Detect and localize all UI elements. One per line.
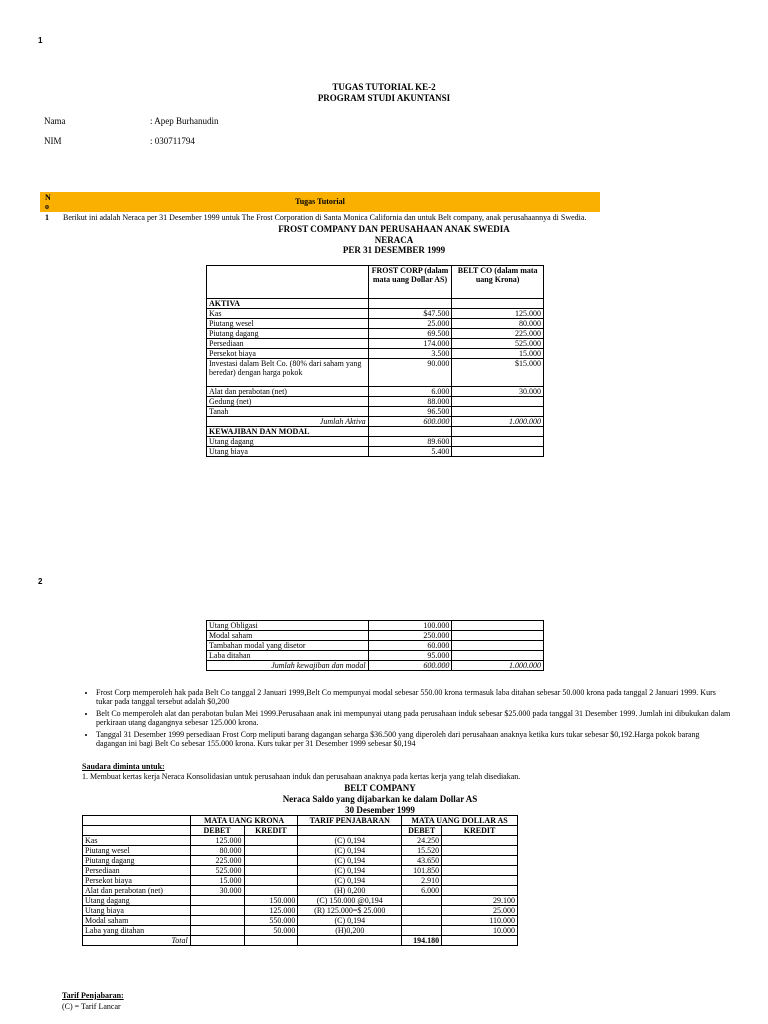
row-label: Tambahan modal yang disetor: [207, 641, 369, 651]
krona-debet: 225.000: [190, 856, 244, 866]
instruction-heading: Saudara diminta untuk:: [82, 762, 165, 771]
belt-value: [452, 641, 544, 651]
belt-value: 1.000.000: [452, 661, 544, 671]
dollar-debet: 6.000: [402, 886, 442, 896]
frost-value: 6.000: [368, 387, 452, 397]
balance-row: [207, 651, 544, 661]
krona-kredit: 150.000: [244, 896, 298, 906]
krona-kredit: [244, 846, 298, 856]
trial-row: [83, 836, 518, 846]
belt-title-2: Neraca Saldo yang dijabarkan ke dalam Dollar AS: [282, 794, 478, 804]
row-label: Kas: [207, 309, 369, 319]
tarif-note-heading: Tarif Penjabaran:: [62, 991, 124, 1000]
trial-row: [83, 896, 518, 906]
balance-row: [207, 437, 544, 447]
dollar-kredit-header: KREDIT: [442, 826, 518, 836]
row-label: Utang biaya: [207, 447, 369, 457]
belt-value: $15.000: [452, 359, 544, 387]
document-title: TUGAS TUTORIAL KE-2: [332, 82, 436, 92]
krona-kredit: 50.000: [244, 926, 298, 936]
belt-value: [452, 397, 544, 407]
krona-debet: 30.000: [190, 886, 244, 896]
notes-list: [78, 688, 732, 751]
belt-value: [452, 407, 544, 417]
trial-row: [83, 886, 518, 896]
row-label: Piutang dagang: [207, 329, 369, 339]
tarif-note-line: (C) = Tarif Lancar: [62, 1002, 121, 1011]
balance-row: [207, 329, 544, 339]
krona-debet: [190, 916, 244, 926]
balance-sheet-continued-table: [206, 620, 544, 671]
tarif-value: (H)0,200: [298, 926, 402, 936]
trial-balance-table: [82, 815, 518, 946]
nim-label: NIM: [44, 136, 62, 146]
dollar-debet: 101.850: [402, 866, 442, 876]
frost-value: 5.400: [368, 447, 452, 457]
krona-kredit: [244, 936, 298, 946]
dollar-kredit: [442, 856, 518, 866]
balance-row: [207, 631, 544, 641]
krona-debet: 525.000: [190, 866, 244, 876]
instruction-item: 1. Membuat kertas kerja Neraca Konsolidasian untuk perusahaan induk dan perusahaan anaknya pada kertas kerja yang telah disediakan.: [82, 772, 521, 781]
balance-title-2: NERACA: [374, 235, 414, 245]
balance-row: [207, 407, 544, 417]
krona-kredit: [244, 876, 298, 886]
balance-row: [207, 661, 544, 671]
task-title: Tugas Tutorial: [295, 197, 345, 206]
tarif-header-blank: [298, 826, 402, 836]
krona-debet: 15.000: [190, 876, 244, 886]
note-item: • Frost Corp memperoleh hak pada Belt Co tanggal 2 Januari 1999,Belt Co mempunyai modal sebesar 550.00 krona termasuk laba ditahan sebesar 50.000 krona pada tanggal 2 Januari 1999. Kurs tukar pada tanggal tersebut adalah $0,200: [96, 688, 732, 706]
dollar-kredit: [442, 866, 518, 876]
krona-header: MATA UANG KRONA: [190, 816, 298, 826]
dollar-kredit: 29.100: [442, 896, 518, 906]
frost-value: 90.000: [368, 359, 452, 387]
no-label-2: o: [45, 202, 49, 211]
krona-debet: [190, 926, 244, 936]
trial-header-blank-2: [83, 826, 191, 836]
balance-row: [207, 417, 544, 427]
dollar-debet: 2.910: [402, 876, 442, 886]
belt-value: 80.000: [452, 319, 544, 329]
balance-header-row: [207, 266, 544, 299]
nim-value: : 030711794: [150, 136, 195, 146]
belt-value: [452, 621, 544, 631]
trial-row: [83, 906, 518, 916]
krona-kredit: [244, 856, 298, 866]
dollar-kredit: [442, 846, 518, 856]
tarif-value: (R) 125.000=$ 25.000: [298, 906, 402, 916]
row-label: Utang dagang: [207, 437, 369, 447]
account-label: Piutang wesel: [83, 846, 191, 856]
frost-value: 250.000: [368, 631, 452, 641]
dollar-kredit: 25.000: [442, 906, 518, 916]
balance-title-3: PER 31 DESEMBER 1999: [342, 245, 446, 255]
frost-value: [368, 299, 452, 309]
item-text: Berikut ini adalah Neraca per 31 Desember 1999 untuk The Frost Corporation di Santa Monica California dan untuk Belt company, anak perusahaannya di Swedia.: [63, 213, 587, 222]
tarif-value: (C) 0,194: [298, 876, 402, 886]
account-label: Utang biaya: [83, 906, 191, 916]
tarif-value: [298, 936, 402, 946]
trial-row: [83, 846, 518, 856]
krona-debet-header: DEBET: [190, 826, 244, 836]
balance-row: [207, 339, 544, 349]
tarif-value: (C) 0,194: [298, 856, 402, 866]
balance-row: [207, 397, 544, 407]
tarif-value: (C) 0,194: [298, 836, 402, 846]
row-label: Persekot biaya: [207, 349, 369, 359]
row-label: Laba ditahan: [207, 651, 369, 661]
balance-row: [207, 319, 544, 329]
belt-value: [452, 437, 544, 447]
frost-value: $47.500: [368, 309, 452, 319]
frost-corp-header: FROST CORP (dalam mata uang Dollar AS): [368, 266, 452, 299]
row-label: AKTIVA: [207, 299, 369, 309]
row-label: Jumlah kewajiban dan modal: [207, 661, 369, 671]
row-label: Utang Obligasi: [207, 621, 369, 631]
row-label: Tanah: [207, 407, 369, 417]
row-label: Persediaan: [207, 339, 369, 349]
balance-row: [207, 387, 544, 397]
tarif-header: TARIF PENJABARAN: [298, 816, 402, 826]
dollar-debet: 24.250: [402, 836, 442, 846]
frost-value: 174.000: [368, 339, 452, 349]
frost-value: 88.000: [368, 397, 452, 407]
belt-value: 525.000: [452, 339, 544, 349]
name-label: Nama: [44, 116, 66, 126]
trial-row: [83, 866, 518, 876]
belt-value: 225.000: [452, 329, 544, 339]
frost-value: 3.500: [368, 349, 452, 359]
dollar-debet: 15.520: [402, 846, 442, 856]
frost-value: 100.000: [368, 621, 452, 631]
balance-row: [207, 427, 544, 437]
balance-row: [207, 359, 544, 387]
balance-row: [207, 299, 544, 309]
frost-value: 96.500: [368, 407, 452, 417]
row-label: Investasi dalam Belt Co. (80% dari saham yang beredar) dengan harga pokok: [207, 359, 369, 387]
krona-kredit: [244, 886, 298, 896]
account-label: Piutang dagang: [83, 856, 191, 866]
belt-value: [452, 299, 544, 309]
dollar-debet: 43.650: [402, 856, 442, 866]
account-label: Total: [83, 936, 191, 946]
trial-header-row-2: [83, 826, 518, 836]
belt-value: [452, 631, 544, 641]
dollar-kredit: [442, 876, 518, 886]
dollar-debet: [402, 906, 442, 916]
account-label: Utang dagang: [83, 896, 191, 906]
frost-value: [368, 427, 452, 437]
account-label: Persekot biaya: [83, 876, 191, 886]
krona-kredit: 550.000: [244, 916, 298, 926]
dollar-debet: [402, 926, 442, 936]
note-item: • Belt Co memperoleh alat dan perabotan bulan Mei 1999.Perusahaan anak ini mempunyai utang pada perusahaan induk sebesar $25.000 pada tanggal 31 Desember 1999. Jumlah ini dibukukan dalam perkiraan utang dagangnya sebesar 125.000 krona.: [96, 709, 732, 727]
belt-value: 1.000.000: [452, 417, 544, 427]
krona-kredit: [244, 866, 298, 876]
page-number-1: 1: [38, 36, 43, 45]
balance-row: [207, 309, 544, 319]
krona-kredit: [244, 836, 298, 846]
page-number-2: 2: [38, 577, 43, 586]
row-label: Modal saham: [207, 631, 369, 641]
row-label: Piutang wesel: [207, 319, 369, 329]
balance-title-1: FROST COMPANY DAN PERUSAHAAN ANAK SWEDIA: [278, 224, 510, 234]
item-number: 1: [45, 213, 49, 222]
account-label: Alat dan perabotan (net): [83, 886, 191, 896]
trial-row: [83, 856, 518, 866]
dollar-debet: 194.180: [402, 936, 442, 946]
krona-debet: 125.000: [190, 836, 244, 846]
krona-debet: 80.000: [190, 846, 244, 856]
belt-title-3: 30 Desember 1999: [345, 805, 415, 815]
balance-row: [207, 447, 544, 457]
krona-kredit-header: KREDIT: [244, 826, 298, 836]
tarif-value: (C) 0,194: [298, 866, 402, 876]
program-title: PROGRAM STUDI AKUNTANSI: [317, 93, 451, 103]
dollar-kredit: [442, 836, 518, 846]
dollar-kredit: [442, 886, 518, 896]
balance-row: [207, 621, 544, 631]
krona-kredit: 125.000: [244, 906, 298, 916]
belt-value: [452, 427, 544, 437]
balance-row: [207, 349, 544, 359]
dollar-kredit: [442, 936, 518, 946]
dollar-header: MATA UANG DOLLAR AS: [402, 816, 518, 826]
frost-value: 95.000: [368, 651, 452, 661]
dollar-kredit: 10.000: [442, 926, 518, 936]
balance-header-blank: [207, 266, 369, 299]
balance-row: [207, 641, 544, 651]
trial-header-blank: [83, 816, 191, 826]
krona-debet: [190, 896, 244, 906]
belt-title-1: BELT COMPANY: [344, 783, 416, 793]
account-label: Modal saham: [83, 916, 191, 926]
krona-debet: [190, 936, 244, 946]
row-label: Alat dan perabotan (net): [207, 387, 369, 397]
trial-header-row-1: [83, 816, 518, 826]
row-label: Gedung (net): [207, 397, 369, 407]
name-value: : Apep Burhanudin: [150, 116, 219, 126]
tarif-value: (H) 0,200: [298, 886, 402, 896]
row-label: KEWAJIBAN DAN MODAL: [207, 427, 369, 437]
tarif-value: (C) 0,194: [298, 846, 402, 856]
row-label: Jumlah Aktiva: [207, 417, 369, 427]
trial-row: [83, 916, 518, 926]
account-label: Persediaan: [83, 866, 191, 876]
frost-value: 25.000: [368, 319, 452, 329]
frost-value: 69.500: [368, 329, 452, 339]
belt-value: 30.000: [452, 387, 544, 397]
tarif-value: (C) 0,194: [298, 916, 402, 926]
trial-row: [83, 936, 518, 946]
no-label: N: [45, 193, 51, 202]
tarif-value: (C) 150.000 @0,194: [298, 896, 402, 906]
balance-sheet-table: [206, 265, 544, 457]
task-header-bar: [40, 192, 600, 212]
trial-row: [83, 876, 518, 886]
krona-debet: [190, 906, 244, 916]
frost-value: 600.000: [368, 661, 452, 671]
dollar-debet: [402, 896, 442, 906]
belt-value: [452, 447, 544, 457]
trial-row: [83, 926, 518, 936]
belt-value: 125.000: [452, 309, 544, 319]
belt-co-header: BELT CO (dalam mata uang Krona): [452, 266, 544, 299]
belt-value: [452, 651, 544, 661]
belt-value: 15.000: [452, 349, 544, 359]
account-label: Kas: [83, 836, 191, 846]
frost-value: 89.600: [368, 437, 452, 447]
note-item: • Tanggal 31 Desember 1999 persediaan Frost Corp meliputi barang dagangan seharga $36.500 yang diperoleh dari perusahaan anaknya ketika kurs tukar sebesar $0,192.Harga pokok barang dagangan ini bagi Belt Co sebesar 155.000 krona. Kurs tukar per 31 Desember 1999 sebesar $0,194: [96, 730, 732, 748]
frost-value: 600.000: [368, 417, 452, 427]
dollar-kredit: 110.000: [442, 916, 518, 926]
dollar-debet-header: DEBET: [402, 826, 442, 836]
account-label: Laba yang ditahan: [83, 926, 191, 936]
frost-value: 60.000: [368, 641, 452, 651]
dollar-debet: [402, 916, 442, 926]
